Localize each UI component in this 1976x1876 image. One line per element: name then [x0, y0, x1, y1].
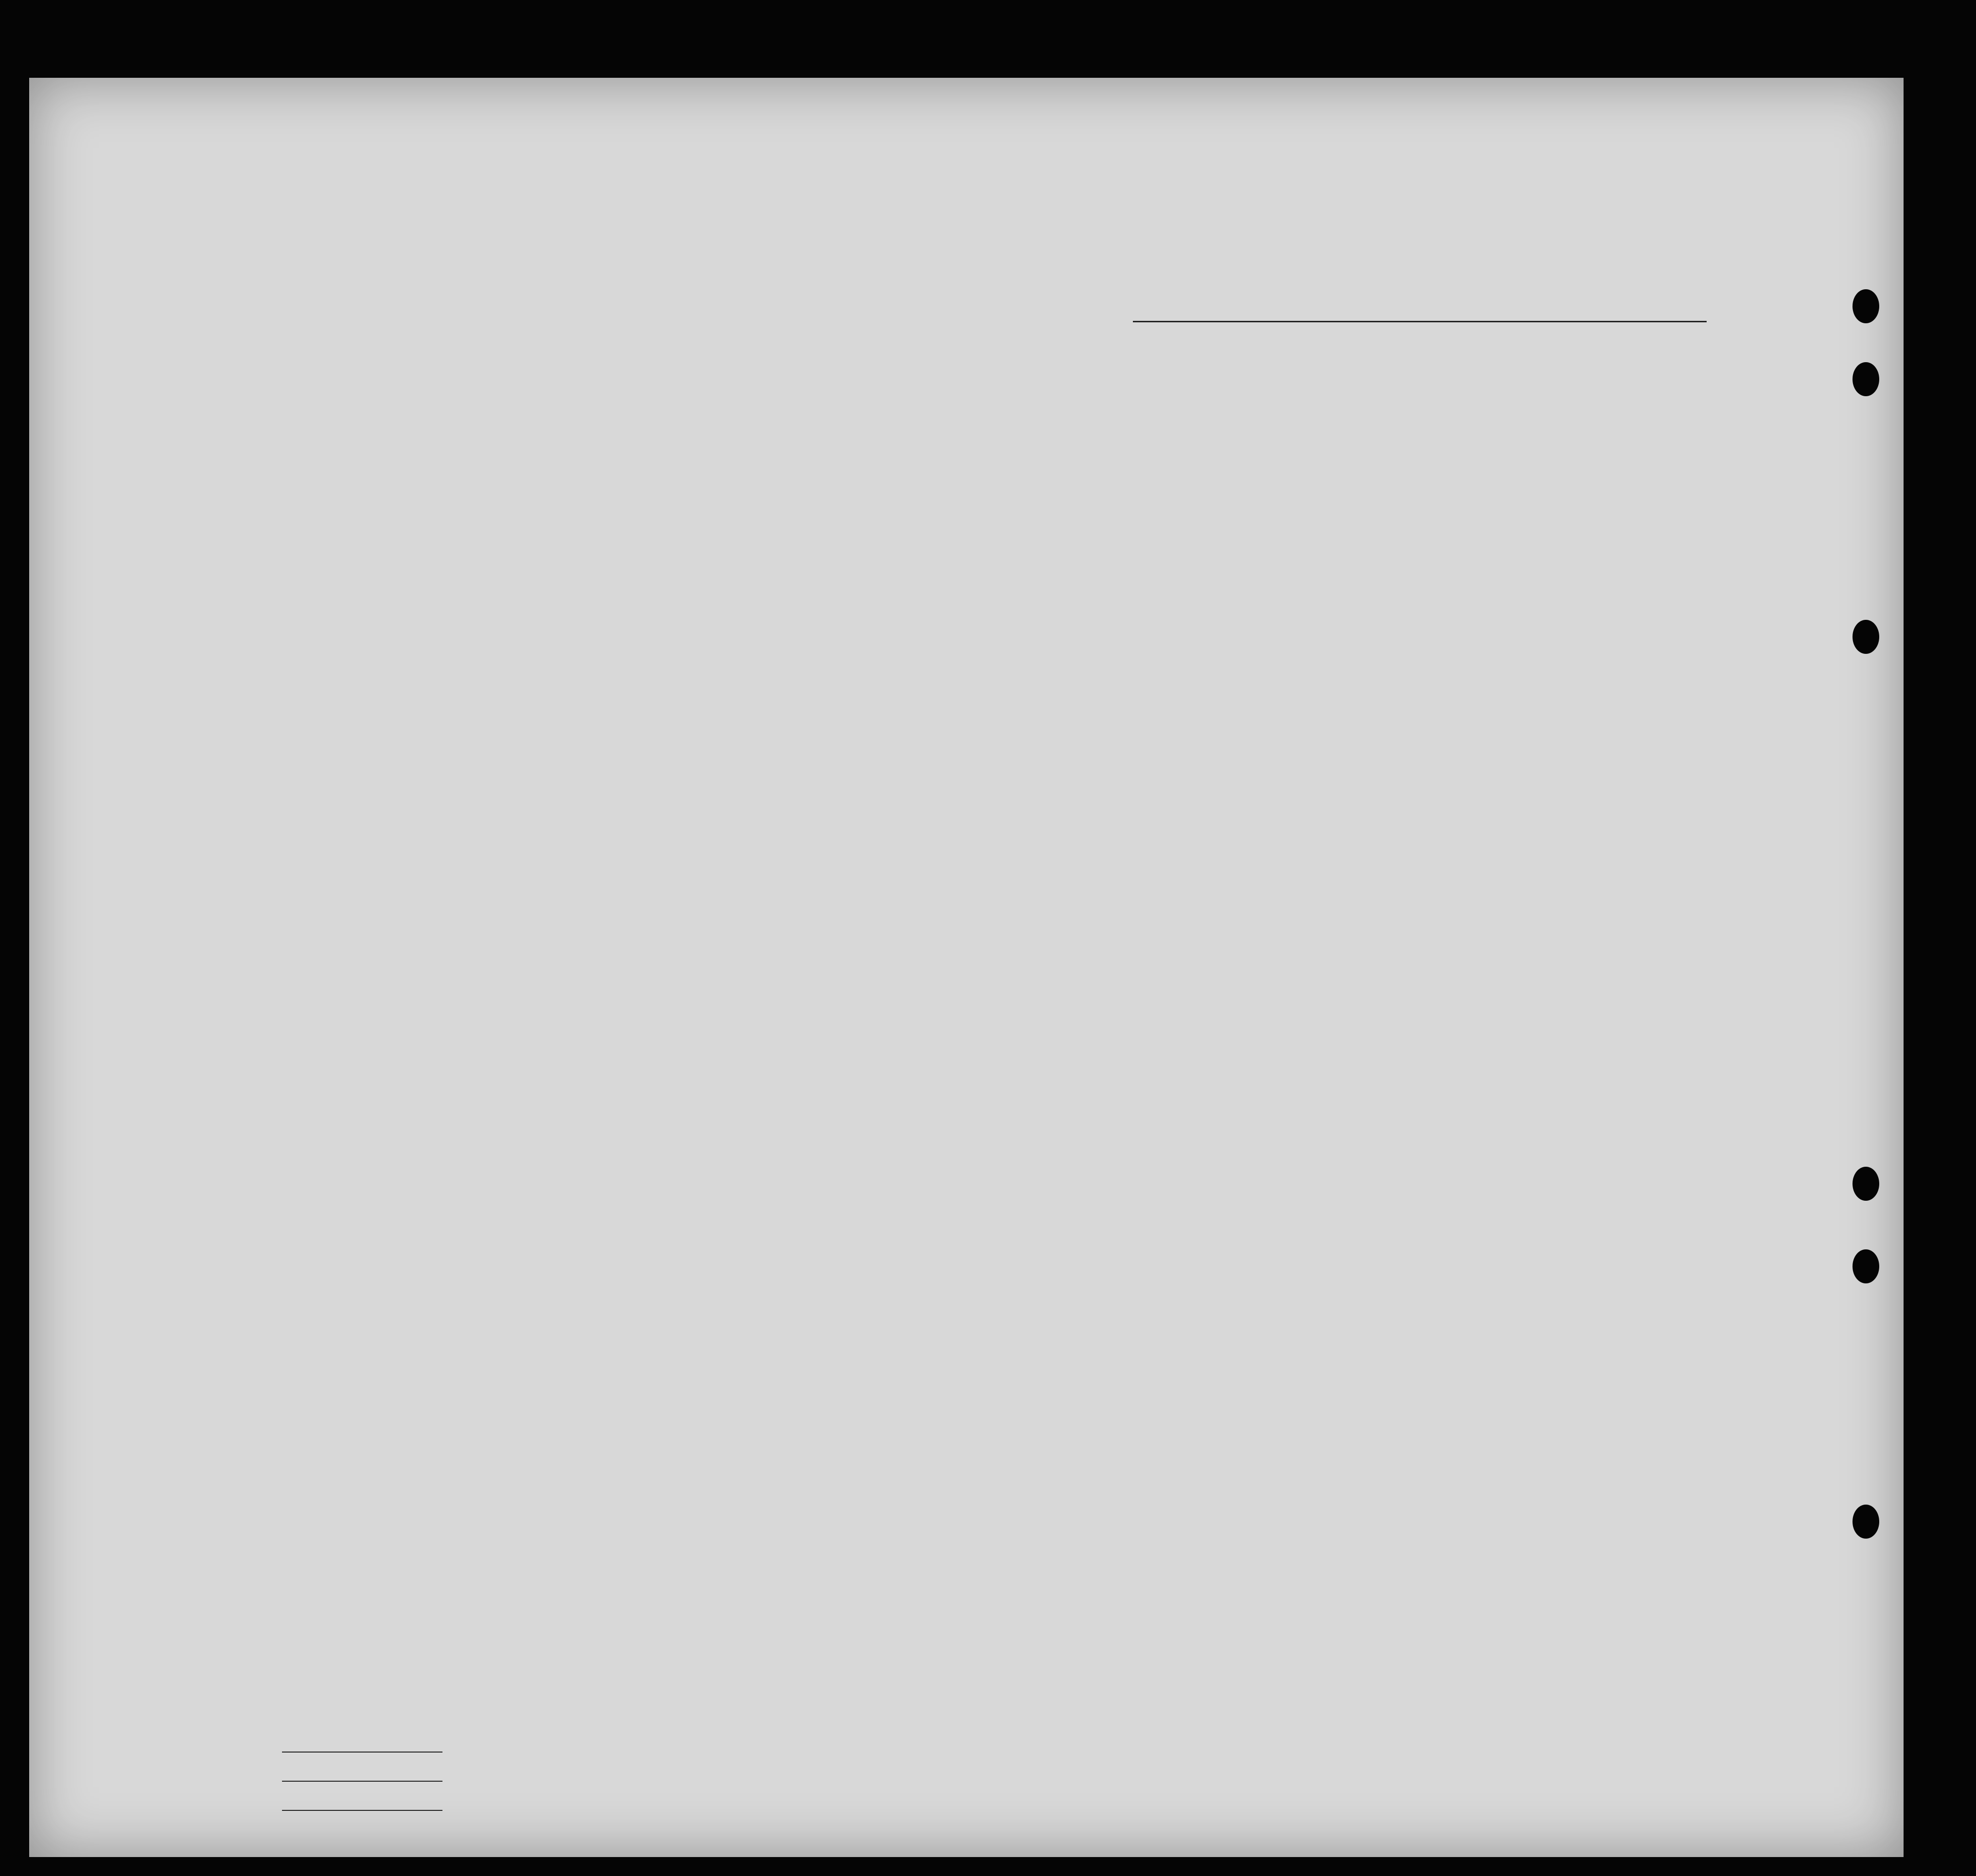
binder-hole [1852, 1167, 1879, 1201]
table-grid [29, 78, 1904, 1857]
footer-citizens-line [282, 1781, 442, 1782]
binder-hole [1852, 620, 1879, 654]
footer-total-line [282, 1752, 442, 1753]
binder-hole [1852, 289, 1879, 323]
binder-hole [1852, 1505, 1879, 1539]
manifest-sheet [29, 78, 1904, 1857]
binder-hole [1852, 362, 1879, 396]
footer-aliens-line [282, 1810, 442, 1811]
binder-hole [1852, 1249, 1879, 1283]
